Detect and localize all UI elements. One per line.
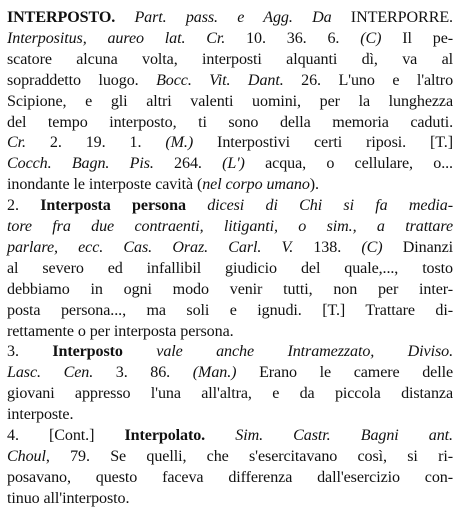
citation-text: (C) <box>361 238 383 256</box>
citation-text: Choul <box>7 447 46 465</box>
body-text: 2. 19. 1. <box>25 134 166 152</box>
citation-text: Cr. <box>7 134 26 152</box>
body-text: 264. <box>153 155 223 173</box>
entry-line <box>7 8 453 28</box>
citation-text: nel corpo umano <box>202 176 310 194</box>
entry-line <box>7 71 453 91</box>
body-text <box>123 343 156 360</box>
entry-line <box>7 50 453 70</box>
citation-text: (M.) <box>165 134 194 152</box>
headword-text: Interpolato. <box>124 427 206 444</box>
entry-line <box>7 322 453 342</box>
body-text: interposte. <box>7 406 74 424</box>
body-text: Scipione, e gli altri valenti uomini, per la lunghezza <box>7 92 453 110</box>
citation-text: vale anche Intramezzato, Diviso. <box>156 343 454 361</box>
body-text: ). <box>309 176 319 194</box>
headword-text: Interposta persona <box>40 197 186 215</box>
entry-line <box>7 447 453 467</box>
entry-line <box>7 468 453 488</box>
body-text <box>186 197 207 214</box>
body-text: 26. L'uno e l'altro <box>283 71 454 89</box>
citation-text: Bocc. Vit. Dant. <box>156 71 284 89</box>
body-text: 138. <box>293 238 362 256</box>
citation-text: Part. pass. e Agg. Da <box>134 9 332 26</box>
body-text: Interpostivi certi riposi. [T.] <box>193 134 453 152</box>
entry-line <box>7 92 453 112</box>
citation-text: tore fra due contraenti, litiganti, o sim., a trattare <box>7 218 453 235</box>
citation-text: Interpositus, aureo lat. Cr. <box>7 29 226 47</box>
citation-text: Cocch. Bagn. Pis. <box>7 155 154 173</box>
citation-text: dicesi di Chi si fa media- <box>207 197 453 215</box>
entry-line <box>7 363 453 383</box>
citation-text: (Man.) <box>192 364 237 382</box>
body-text: 10. 36. 6. <box>225 29 361 47</box>
body-text: 3. <box>7 343 53 361</box>
body-text: 3. 86. <box>93 364 193 382</box>
body-text: Dinanzi <box>382 238 453 256</box>
body-text: Erano le camere delle <box>236 364 453 382</box>
headword-text: INTERPOSTO. <box>7 9 116 26</box>
entry-line <box>7 238 453 258</box>
entry-line <box>7 133 453 153</box>
body-text: del tempo interposto, ti sono della memoria caduti. <box>7 113 453 131</box>
citation-text: (C) <box>360 29 382 47</box>
entry-line <box>7 217 453 237</box>
body-text: giovani appresso l'una all'altra, e da piccola distanza <box>7 385 453 403</box>
body-text: inondante le interposte cavità ( <box>7 176 203 194</box>
citation-text: Sim. Castr. Bagni ant. <box>235 427 453 444</box>
body-text: tinuo all'interposto. <box>7 489 130 507</box>
body-text: INTERPORRE. <box>331 9 453 26</box>
entry-line <box>7 175 453 195</box>
entry-line <box>7 426 453 446</box>
body-text: sopraddetto luogo. <box>7 71 157 89</box>
citation-text: (L') <box>222 155 245 173</box>
body-text <box>205 427 235 444</box>
body-text: acqua, o cellulare, o... <box>244 155 453 173</box>
body-text: rettamente o per interposta persona. <box>7 322 234 340</box>
headword-text: Interposto <box>52 343 123 361</box>
entry-line <box>7 489 453 509</box>
entry-line <box>7 405 453 425</box>
entry-line <box>7 196 453 216</box>
entry-line <box>7 301 453 321</box>
body-text: , 79. Se quelli, che s'esercitavano così, si ri- <box>45 447 453 465</box>
body-text: 2. <box>7 197 41 215</box>
entry-line <box>7 29 453 49</box>
entry-line <box>7 384 453 404</box>
body-text: posta persona..., ma soli e ignudi. [T.] Trattare di- <box>7 301 453 319</box>
body-text: Il pe- <box>381 29 453 47</box>
citation-text: Lasc. Cen. <box>7 364 94 382</box>
entry-line <box>7 113 453 133</box>
entry-line <box>7 342 453 362</box>
citation-text: parlare, ecc. Cas. Oraz. Carl. V. <box>7 238 294 256</box>
body-text <box>115 9 134 26</box>
body-text: al severo ed infallibil giudicio del quale,..., tosto <box>7 259 453 277</box>
entry-line <box>7 280 453 300</box>
body-text: posavano, questo faceva differenza dall'esercizio con- <box>7 468 453 486</box>
body-text: scatore alcuna volta, interposti alquanti dì, va al <box>7 50 453 68</box>
body-text: 4. [Cont.] <box>7 427 125 444</box>
entry-line <box>7 259 453 279</box>
entry-line <box>7 154 453 174</box>
body-text: debbiamo in ogni modo venir tutti, non per inter- <box>7 280 453 298</box>
